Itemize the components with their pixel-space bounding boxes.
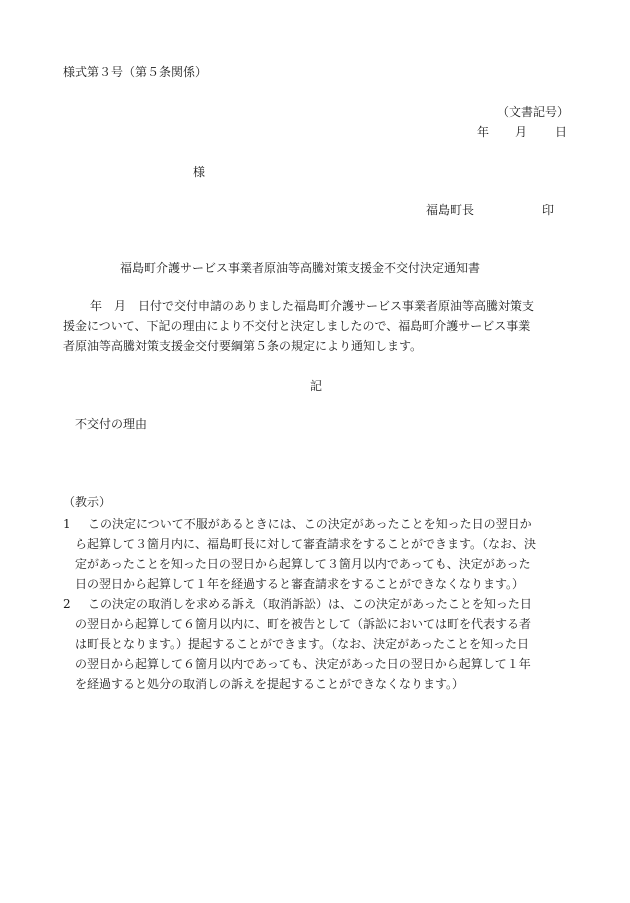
body-line: 援金について、下記の理由により不交付と決定しましたので、福島町介護サービス事業 <box>63 319 531 333</box>
notice-line: は町長となります。）提起することができます。（なお、決定があったことを知った日 <box>75 637 529 651</box>
sender-title: 福島町長 <box>426 203 475 217</box>
body-paragraph <box>63 296 563 356</box>
notice-text <box>75 514 562 594</box>
notice-line: の翌日から起算して６箇月以内であっても、決定があった日の翌日から起算して１年 <box>75 657 531 671</box>
notice-line: 定があったことを知った日の翌日から起算して３箇月以内であっても、決定があった <box>75 557 531 571</box>
notice-item-2 <box>63 594 563 694</box>
document-symbol: （文書記号） <box>497 105 570 119</box>
notice-number: 1 <box>63 517 71 531</box>
notice-line: を経過すると処分の取消しの訴えを提起することができなくなります。） <box>75 677 465 691</box>
notice-line: 日の翌日から起算して１年を経過すると審査請求をすることができなくなります。） <box>75 577 525 591</box>
addressee-suffix: 様 <box>193 165 206 179</box>
body-line: 年 月 日付で交付申請のありました福島町介護サービス事業者原油等高騰対策支 <box>90 299 535 313</box>
notice-line: の翌日から起算して６箇月以内に、町を被告として（訴訟においては町を代表する者 <box>75 617 532 631</box>
notice-item-1 <box>63 514 563 594</box>
notice-line: ら起算して３箇月内に、福島町長に対して審査請求をすることができます。（なお、決 <box>75 537 537 551</box>
notice-line: この決定について不服があるときには、この決定があったことを知った日の翌日か <box>88 517 532 531</box>
date-day: 日 <box>555 125 568 139</box>
seal-mark: 印 <box>542 203 555 217</box>
document-title: 福島町介護サービス事業者原油等高騰対策支援金不交付決定通知書 <box>120 261 481 275</box>
body-line: 者原油等高騰対策支援金交付要綱第５条の規定により通知します。 <box>63 339 423 353</box>
notice-line: この決定の取消しを求める訴え（取消訴訟）は、この決定があったことを知った日 <box>88 597 532 611</box>
ki-heading: 記 <box>310 379 323 393</box>
form-number: 様式第３号（第５条関係） <box>63 65 208 79</box>
date-month: 月 <box>515 125 528 139</box>
date-year: 年 <box>477 125 490 139</box>
notice-text <box>75 594 562 694</box>
notice-heading: （教示） <box>63 495 112 509</box>
reason-label: 不交付の理由 <box>75 417 148 431</box>
notice-number: 2 <box>63 597 71 611</box>
